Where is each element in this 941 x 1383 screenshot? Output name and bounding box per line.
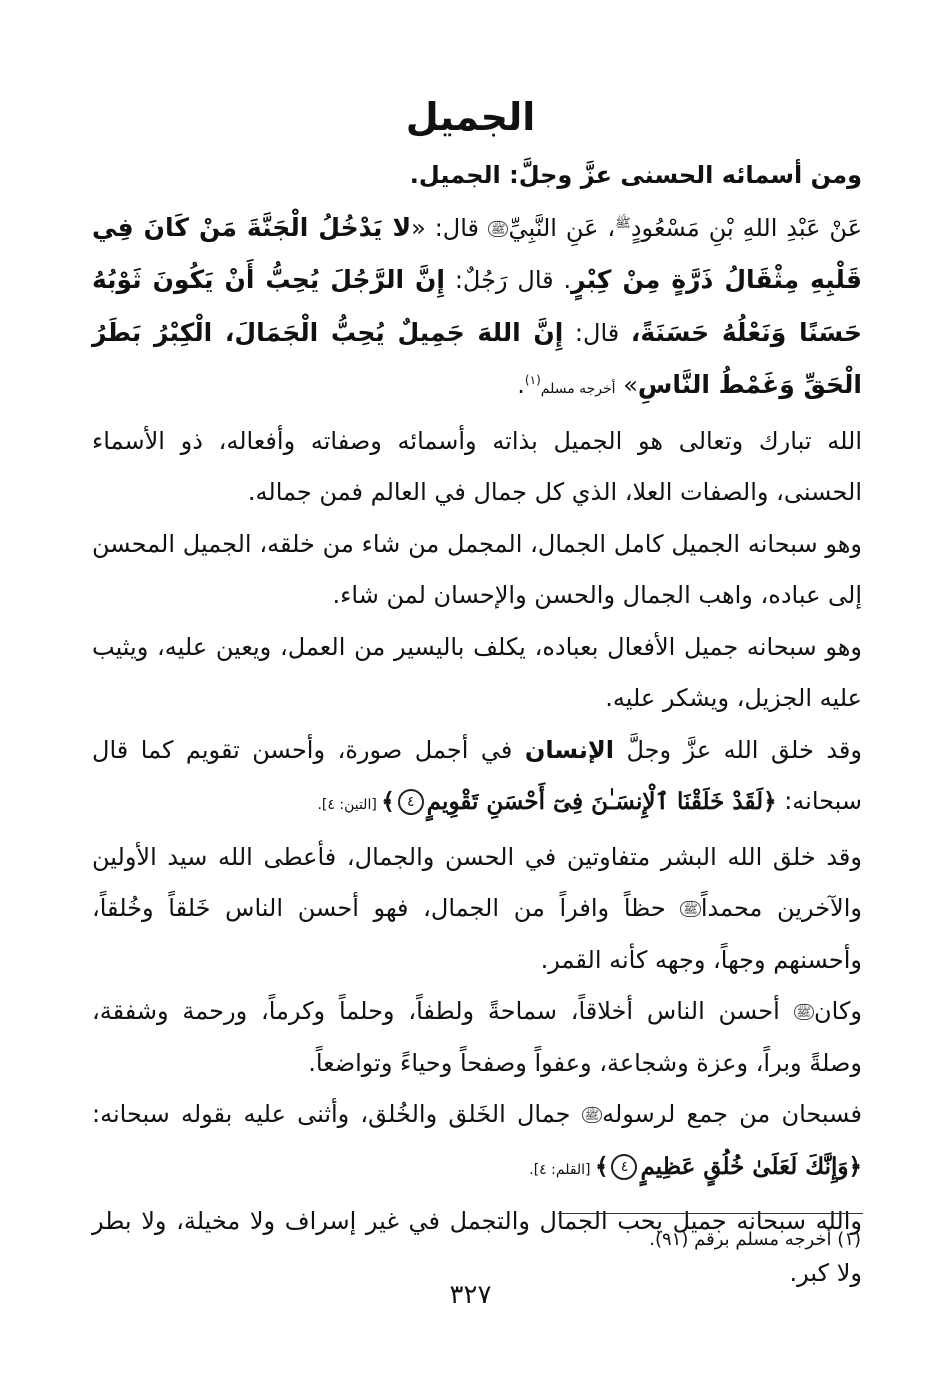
insan-bold: الإنسان xyxy=(524,735,614,764)
salla-glyph: ﷺ xyxy=(488,221,509,237)
hadith-end: . xyxy=(517,371,525,399)
verse-reference: [القلم: ٤]. xyxy=(529,1161,595,1178)
salla-glyph: ﷺ xyxy=(794,1004,815,1020)
hadith-narrator: عَنْ عَبْدِ اللهِ بْنِ مَسْعُودٍ xyxy=(630,213,863,242)
prophet-part-1: وقد خلق الله البشر متفاوتين في الحسن والجمال، فأعطى الله سيد الأولين والآخرين محمداً xyxy=(92,842,863,922)
ayah-number-icon: ٤ xyxy=(398,789,424,815)
closing-paragraph: والله سبحانه جميل يحب الجمال والتجمل في غير إسراف ولا مخيلة، ولا بطر ولا كبر. xyxy=(92,1207,862,1287)
verse-open-bracket: ﴿ xyxy=(848,1152,862,1180)
verse-close-bracket: ﴾ xyxy=(594,1152,609,1180)
verse-reference: [التين: ٤]. xyxy=(317,797,382,813)
intro-paragraph xyxy=(92,150,862,202)
prophet-part-2: حظاً وافراً من الجمال، فهو أحسن الناس خَلقاً وخُلقاً، وأحسنهم وجهاً، وجهه كأنه القمر. xyxy=(92,894,862,974)
verse-open-bracket: ﴿ xyxy=(763,788,777,815)
character-part-1: وكان xyxy=(814,997,862,1025)
hadith-qala-2: قال: xyxy=(563,318,631,347)
verse-close-bracket: ﴾ xyxy=(381,788,395,815)
hadith-text-1: لا يَدْخُلُ الْجَنَّةَ مَنْ كَانَ فِي قَلْبِهِ مِثْقَالُ ذَرَّةٍ مِنْ كِبْرٍ xyxy=(92,212,863,294)
salla-glyph: ﷺ xyxy=(680,901,701,917)
hadith-from-prophet: ، عَنِ النَّبِيِّ xyxy=(508,213,616,242)
insan-after: في أجمل صورة، وأحسن تقويم كما قال سبحانه: xyxy=(92,735,862,815)
glory-part-1: فسبحان من جمع لرسوله xyxy=(602,1100,863,1128)
main-text xyxy=(92,150,862,1299)
intro-name: الجميل. xyxy=(409,161,501,189)
character-part-2: أحسن الناس أخلاقاً، سماحةً ولطفاً، وحلماً وكرماً، ورحمة وشفقة، وصلةً وبراً، وعزة وشجاعة، وعفواً وصفحاً وحياءً وتواضعاً. xyxy=(92,997,862,1077)
paragraph-1: الله تبارك وتعالى هو الجميل بذاته وأسمائه وصفاته وأفعاله، ذو الأسماء الحسنى، والصفات العلا، الذي كل جمال في العالم فمن جماله. xyxy=(92,426,862,506)
character-paragraph xyxy=(92,986,862,1089)
ayah-number-icon: ٤ xyxy=(611,1154,637,1180)
hadith-qala-rajul: . قال رَجُلٌ: xyxy=(444,266,572,294)
footnote-ref: (١) xyxy=(524,373,541,387)
hadith-close: » xyxy=(615,371,638,399)
insan-paragraph xyxy=(92,725,862,832)
glory-paragraph xyxy=(92,1089,862,1196)
paragraph-3: وهو سبحانه جميل الأفعال بعباده، يكلف باليسير من العمل، ويعين عليه، ويثيب عليه الجزيل، ويشكر عليه. xyxy=(92,632,862,712)
salla-glyph: ﷺ xyxy=(582,1107,603,1123)
radiya-glyph: ﷺ xyxy=(615,215,631,231)
glory-part-2: جمال الخَلق والخُلق، وأثنى عليه بقوله سبحانه: xyxy=(92,1100,582,1128)
verse-qalam: وَإِنَّكَ لَعَلَىٰ خُلُقٍ عَظِيمٍ xyxy=(640,1152,849,1180)
hadith-qala: قال: « xyxy=(411,213,488,242)
intro-lead: ومن أسمائه الحسنى عزَّ وجلَّ: xyxy=(500,161,862,189)
verse-tin: لَقَدْ خَلَقْنَا ٱلْإِنسَـٰنَ فِىٓ أَحْسَنِ تَقْوِيمٍ xyxy=(426,788,764,815)
prophet-paragraph xyxy=(92,832,862,987)
hadith-text-2: إِنَّ الرَّجُلَ يُحِبُّ أَنْ يَكُونَ ثَوْبُهُ حَسَنًا وَنَعْلُهُ حَسَنَةً، xyxy=(92,265,862,347)
hadith-paragraph xyxy=(92,202,862,416)
footnote-divider xyxy=(558,1213,863,1214)
hadith-text-3: إِنَّ اللهَ جَمِيلٌ يُحِبُّ الْجَمَالَ، الْكِبْرُ بَطَرُ الْحَقِّ وَغَمْطُ النَّاسِ xyxy=(92,317,862,399)
paragraph-2: وهو سبحانه الجميل كامل الجمال، المجمل من شاء من خلقه، الجميل المحسن إلى عباده، واهب الجمال والحسن والإحسان لمن شاء. xyxy=(92,529,862,609)
page-title: الجميل xyxy=(405,95,536,140)
footnote: (١) أخرجه مسلم برقم (٩١). xyxy=(649,1229,861,1250)
insan-before: وقد خلق الله عزَّ وجلَّ xyxy=(613,735,862,764)
hadith-source: أخرجه مسلم xyxy=(540,381,616,397)
page-number: ٣٢٧ xyxy=(449,1280,492,1310)
